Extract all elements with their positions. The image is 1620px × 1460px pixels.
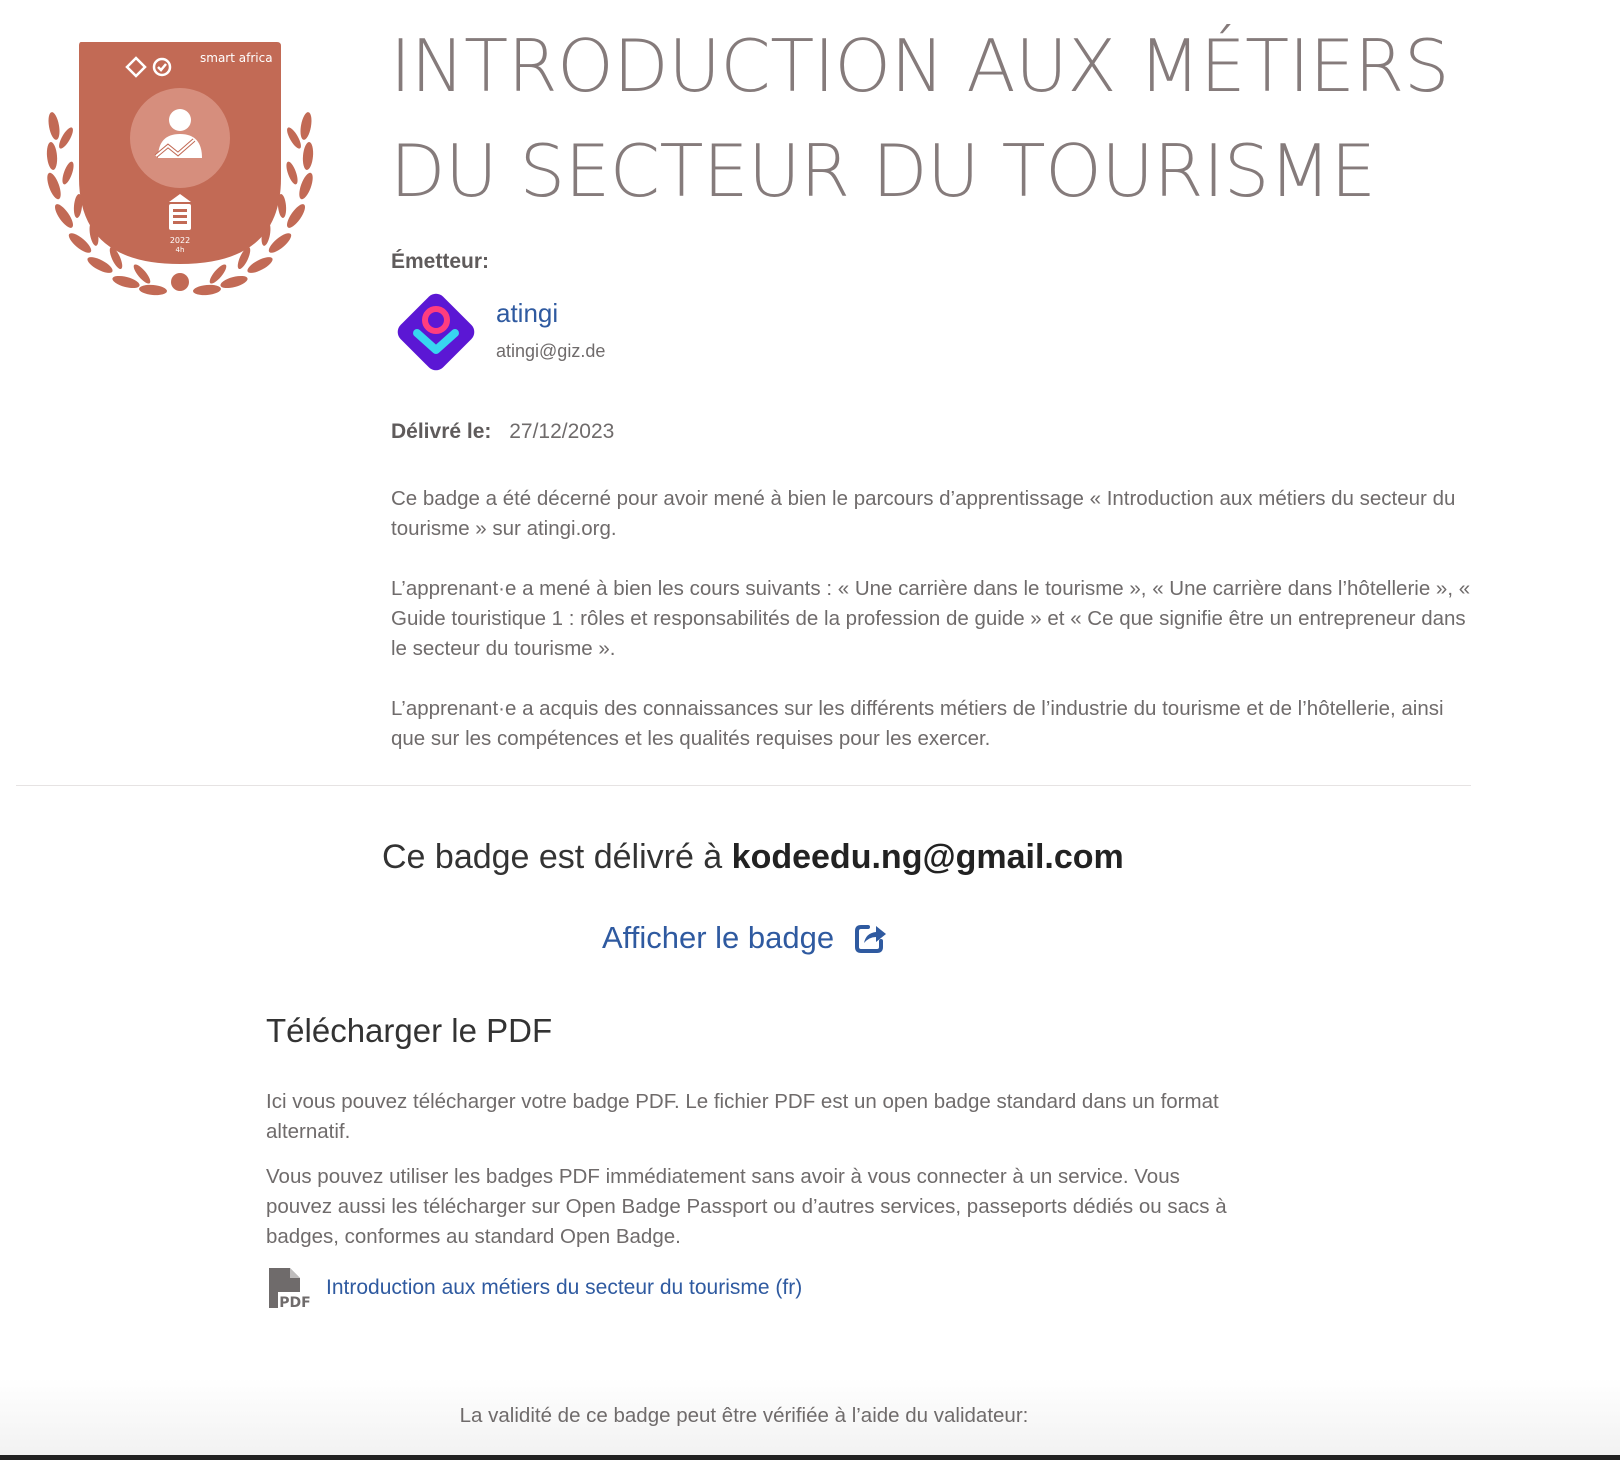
badge-image [38,38,322,308]
badge-year-text: 2022 [169,236,191,245]
issuer-label: Émetteur: [391,250,490,273]
pdf-icon-label: PDF [279,1295,311,1311]
pdf-section-text [266,1087,1231,1267]
issued-date-label: Délivré le: [391,420,492,443]
recipient-line [382,838,1142,877]
description-paragraph-1: Ce badge a été décerné pour avoir mené à bien le parcours d’apprentissage « Introduction aux métiers du secteur du tourisme » sur atingi.org. [391,487,1456,540]
view-badge-label: Afficher le badge [602,920,835,955]
issued-date-value: 27/12/2023 [509,420,615,443]
description-paragraph-3: L’apprenant·e a acquis des connaissances sur les différents métiers de l’industrie du tourisme et de l’hôtellerie, ainsi que sur les compétences et les qualités requises pour les exercer. [391,697,1444,750]
pdf-file-icon [266,1265,312,1311]
description-paragraph-2: L’apprenant·e a mené à bien les cours suivants : « Une carrière dans le tourisme », « Une carrière dans l’hôtellerie », « Guide touristique 1 : rôles et responsabilités de la profession de guide » et « Ce que signifie être un entrepreneur dans le secteur du tourisme ». [391,577,1471,660]
pdf-section-title: Télécharger le PDF [266,1012,553,1049]
recipient-prefix: Ce badge est délivré à [382,838,732,876]
issuer-email: atingi@giz.de [496,341,606,361]
recipient-email: kodeedu.ng@gmail.com [731,838,1124,876]
issuer-name-link[interactable]: atingi [496,298,559,328]
badge-description [391,484,1476,784]
issued-date-row [391,420,614,444]
badge-hours-text: 4h [175,246,185,254]
section-divider [16,785,1471,786]
pdf-paragraph-2: Vous pouvez utiliser les badges PDF immédiatement sans avoir à vous connecter à un service. Vous pouvez aussi les télécharger sur Open Badge Passport ou d’autres services, passeports dédiés ou sacs à badges, conformes au standard Open Badge. [266,1165,1227,1248]
external-share-icon [854,922,888,954]
pdf-paragraph-1: Ici vous pouvez télécharger votre badge PDF. Le fichier PDF est un open badge standard dans un format alternatif. [266,1090,1219,1143]
badge-title: INTRODUCTION AUX MÉTIERS DU SECTEUR DU TOURISME [390,24,1450,213]
view-badge-link[interactable] [602,920,888,956]
issuer-logo-icon[interactable] [391,287,481,377]
pdf-download-link[interactable]: Introduction aux métiers du secteur du tourisme (fr) [326,1276,803,1299]
pdf-download-row[interactable] [266,1265,802,1311]
smart-africa-logo-text: smart africa [200,51,273,65]
validity-text: La validité de ce badge peut être vérifiée à l’aide du validateur: [459,1404,1029,1427]
